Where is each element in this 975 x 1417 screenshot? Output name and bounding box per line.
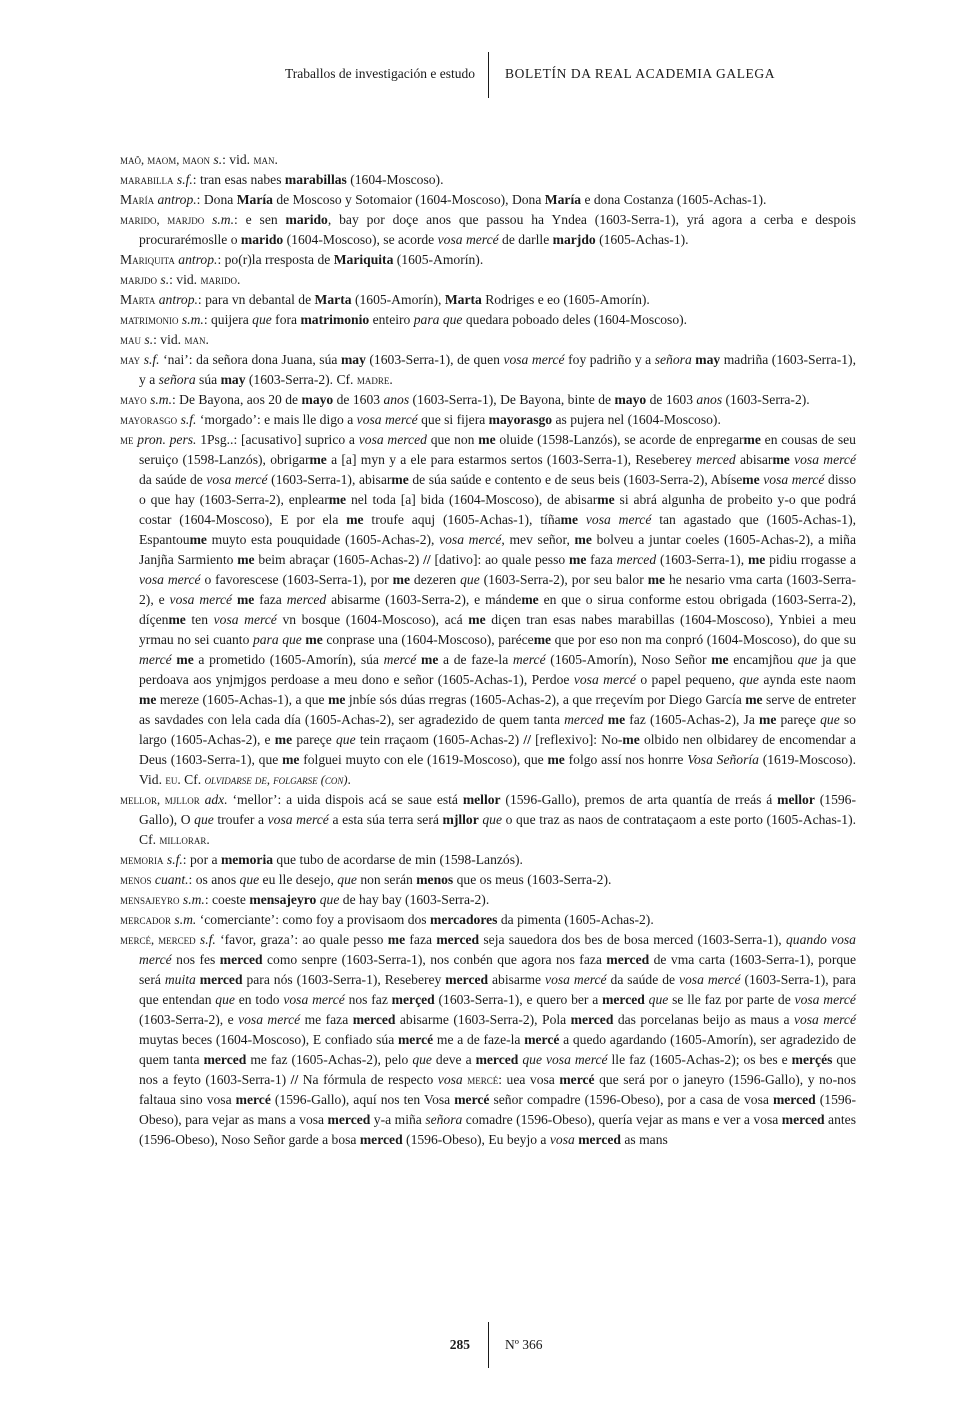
header-divider xyxy=(488,52,489,98)
dictionary-entry: mercé, merced s.f. ‘favor, graza’: ao quale pesso me faza merced seja sauedora dos bes de bosa merced (1603-Serra-1), quando vosa mercé nos fes merced como senpre (1603-Serra-1), nos conbén que agora nos faza merced de vma carta (1603-Serra-1), porque será muita merced para nós (1603-Serra-1), Reseberey merced abisarme vosa mercé da saúde de vosa mercé (1603-Serra-1), para que entendan que en todo vosa mercé nos faz merçed (1603-Serra-1), e quero ber a merced que se lle faz por parte de vosa mercé (1603-Serra-2), e vosa mercé me faza merced abisarme (1603-Serra-2), Pola merced das porcelanas beijo as maus a vosa mercé muytas beces (1604-Moscoso), E confiado súa mercé me a de faze-la mercé a quedo agardando (1605-Amorín), ser agradezido de quem tanta merced me faz (1605-Achas-2), pelo que deve a merced que vosa mercé lle faz (1605-Achas-2); os bes e merçés que nos a feyto (1603-Serra-1) // Na fórmula de respecto vosa mercé: uea vosa mercé que será por o janeyro (1596-Gallo), y no-nos faltaua sino vosa mercé (1596-Gallo), aquí nos ten Vosa mercé señor compadre (1596-Obeso), por a casa de vosa merced (1596-Obeso), para vejar as mans a vosa merced y-a miña señora comadre (1596-Obeso), quería vejar as mans e ver a vosa merced antes (1596-Obeso), Noso Señor garde a bosa merced (1596-Obeso), Eu beyjo a vosa merced as mans xyxy=(120,932,857,1147)
dictionary-entries xyxy=(120,150,856,1150)
dictionary-entry: maõ, maom, maon s.: vid. man. xyxy=(120,152,278,167)
dictionary-entry: mayo s.m.: De Bayona, aos 20 de mayo de 1603 anos (1603-Serra-1), De Bayona, binte de mayo de 1603 anos (1603-Serra-2). xyxy=(120,392,810,407)
dictionary-entry: me pron. pers. 1Psg..: [acusativo] suprico a vosa merced que non me oluide (1598-Lanzós), se acorde de enpregarme en cousas de seu seruiço (1598-Lanzós), obrigarme a [a] myn y a ele para estarmos sertos (1603-Serra-1), Reseberey merced abisarme vosa mercé da saúde de vosa mercé (1603-Serra-1), abisarme de súa saúde e contento e de seus beis (1603-Serra-2), Abíseme vosa mercé disso o que hay (1603-Serra-2), enplearme nel toda [a] bida (1604-Moscoso), de abisarme si abrá algunha de probeito y-o que podrá costar (1604-Moscoso), E por ela me troufe aquj (1605-Achas-1), tíñame vosa mercé tan agastado que (1605-Achas-1), Espantoume muyto esta pouquidade (1605-Achas-2), vosa mercé, mev señor, me bolveu a juntar coeles (1605-Achas-2), a miña Janjña Sarmiento me beim abraçar (1605-Achas-2) // [dativo]: ao quale pesso me faza merced (1603-Serra-1), me pidiu rrogasse a vosa mercé o favorescese (1603-Serra-1), por me dezeren que (1603-Serra-2), por seu balor me he nesario vma carta (1603-Serra-2), e vosa mercé me faza merced abisarme (1603-Serra-2), e mándeme en que o sirua conforme estou obrigada (1603-Serra-2), díçenme ten vosa mercé vn bosque (1604-Moscoso), acá me diçen tran esas nabes marabillas (1604-Moscoso), Ynbiei a meu yrmau no sei cuanto para que me conprase una (1604-Moscoso), paréceme que por eso non ma conpró (1604-Moscoso), do que su mercé me a prometido (1605-Amorín), súa mercé me a de faze-la mercé (1605-Amorín), Noso Señor me encamjñou que ja que perdoava aos ynjmjgos perdoase a meu dono e señor (1605-Achas-1), Perdoe vosa mercé o papel pequeno, que aynda este naom me mereze (1605-Achas-1), a que me jnbíe sós dúas rregras (1605-Achas-2), a que rreçevím por Diego García me serve de entreter as savdades con lela cada día (1605-Achas-2), ser agradezido de quem tanta merced me faz (1605-Achas-2), Ja me pareçe que so largo (1605-Achas-2), e me pareçe que tein rraçaom (1605-Achas-2) // [reflexivo]: No-me olbido nen olbidarey de encomendar a Deus (1603-Serra-1), que me folguei muyto con ele (1619-Moscoso), que me folgo assí nos honrre Vosa Señoría (1619-Moscoso). Vid. eu. Cf. olvidarse de, folgarse (con). xyxy=(120,432,857,787)
dictionary-entry: marabilla s.f.: tran esas nabes marabillas (1604-Moscoso). xyxy=(120,172,444,187)
dictionary-entry: mercador s.m. ‘comerciante’: como foy a provisaom dos mercadores da pimenta (1605-Achas-2). xyxy=(120,912,654,927)
footer-divider xyxy=(488,1322,489,1368)
dictionary-entry: marido, marjdo s.m.: e sen marido, bay por doçe anos que passou ha Yndea (1603-Serra-1), yrá agora a cerba e despois procurarémoslle o marido (1604-Moscoso), se acorde vosa mercé de darlle marjdo (1605-Achas-1). xyxy=(120,212,856,247)
page-number: 285 xyxy=(449,1337,470,1352)
dictionary-entry: matrimonio s.m.: quijera que fora matrimonio enteiro para que quedara poboado deles (1604-Moscoso). xyxy=(120,312,688,327)
dictionary-entry: mensajeyro s.m.: coeste mensajeyro que de hay bay (1603-Serra-2). xyxy=(120,892,490,907)
dictionary-entry: menos cuant.: os anos que eu lle desejo, que non serán menos que os meus (1603-Serra-2). xyxy=(120,872,612,887)
dictionary-entry: memoria s.f.: por a memoria que tubo de acordarse de min (1598-Lanzós). xyxy=(120,852,523,867)
dictionary-entry: Marta antrop.: para vn debantal de Marta (1605-Amorín), Marta Rodriges e eo (1605-Amorín). xyxy=(120,292,650,307)
dictionary-entry: marjdo s.: vid. marido. xyxy=(120,272,241,287)
dictionary-entry: may s.f. ‘nai’: da señora dona Juana, súa may (1603-Serra-1), de quen vosa mercé foy padriño y a señora may madriña (1603-Serra-1), y a señora súa may (1603-Serra-2). Cf. madre. xyxy=(120,352,856,387)
running-header-section: Traballos de investigación e estudo xyxy=(285,66,475,81)
dictionary-entry: mellor, mjllor adx. ‘mellor’: a uida dispois acá se saue está mellor (1596-Gallo), premos de arta quantía de rreás á mellor (1596-Gallo), O que troufer a vosa mercé a esta súa terra será mjllor que o que traz as naos de contrataçaom a este porto (1605-Achas-1). Cf. millorar. xyxy=(120,792,856,847)
issue-number: Nº 366 xyxy=(505,1337,543,1352)
dictionary-entry: mayorasgo s.f. ‘morgado’: e mais lle digo a vosa mercé que si fijera mayorasgo as pujera nel (1604-Moscoso). xyxy=(120,412,721,427)
dictionary-entry: mau s.: vid. man. xyxy=(120,332,209,347)
running-header-journal: BOLETÍN DA REAL ACADEMIA GALEGA xyxy=(505,66,776,81)
dictionary-entry: Mariquita antrop.: po(r)la rresposta de Mariquita (1605-Amorín). xyxy=(120,252,484,267)
dictionary-entry: María antrop.: Dona María de Moscoso y Sotomaior (1604-Moscoso), Dona María e dona Costanza (1605-Achas-1). xyxy=(120,192,767,207)
